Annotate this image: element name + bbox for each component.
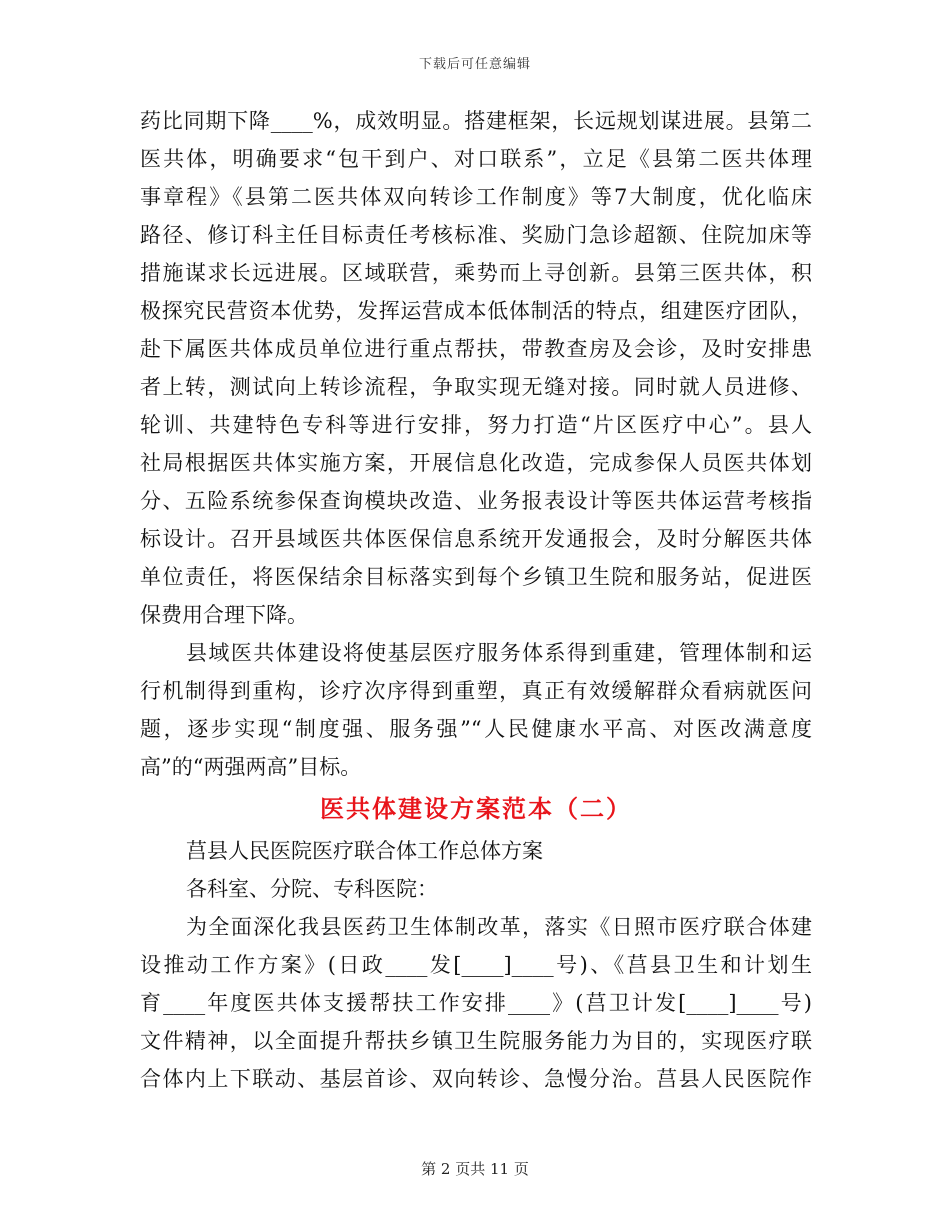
text-line: 题，逐步实现“制度强、服务强”“人民健康水平高、对医改满意度 <box>140 717 812 741</box>
text-line: 者上转，测试向上转诊流程，争取实现无缝对接。同时就人员进修、 <box>140 375 812 399</box>
text-line: 路径、修订科主任目标责任考核标准、奖励门急诊超额、住院加床等 <box>140 223 812 247</box>
page-number: 第 2 页共 11 页 <box>421 1160 529 1178</box>
text-line: 行机制得到重构，诊疗次序得到重塑，真正有效缓解群众看病就医问 <box>140 679 812 703</box>
text-line: 设推动工作方案》(日政____发[____]____号)、《莒县卫生和计划生 <box>140 953 812 977</box>
paragraph-2 <box>140 634 812 786</box>
text-line: 赴下属医共体成员单位进行重点帮扶，带教查房及会诊，及时安排患 <box>140 337 812 361</box>
text-line: 文件精神，以全面提升帮扶乡镇卫生院服务能力为目的，实现医疗联 <box>140 1029 812 1053</box>
text-line: 标设计。召开县域医共体医保信息系统开发通报会，及时分解医共体 <box>140 527 812 551</box>
text-line: 药比同期下降____%，成效明显。搭建框架，长远规划谋进展。县第二 <box>140 109 812 133</box>
page-header: 下载后可任意编辑 <box>418 57 531 72</box>
document-body <box>140 102 812 1098</box>
text-line: 社局根据医共体实施方案，开展信息化改造，完成参保人员医共体划 <box>140 451 812 475</box>
section-title: 医共体建设方案范本（二） <box>320 794 632 823</box>
text-line: 合体内上下联动、基层首诊、双向转诊、急慢分治。莒县人民医院作 <box>140 1067 812 1091</box>
text-line: 单位责任，将医保结余目标落实到每个乡镇卫生院和服务站，促进医 <box>140 565 812 589</box>
text-line: 高”的“两强两高”目标。 <box>140 755 362 779</box>
text-line: 育____年度医共体支援帮扶工作安排____》(莒卫计发[____]____号) <box>140 991 812 1015</box>
paragraph-3 <box>140 908 812 1098</box>
text-line: 县域医共体建设将使基层医疗服务体系得到重建，管理体制和运 <box>186 641 812 665</box>
paragraph-1 <box>140 102 812 634</box>
text-line: 为全面深化我县医药卫生体制改革，落实《日照市医疗联合体建 <box>186 915 812 939</box>
text-line: 措施谋求长远进展。区域联营，乘势而上寻创新。县第三医共体，积 <box>140 261 812 285</box>
text-line: 极探究民营资本优势，发挥运营成本低体制活的特点，组建医疗团队， <box>140 299 812 323</box>
salutation: 各科室、分院、专科医院： <box>186 877 438 901</box>
text-line: 保费用合理下降。 <box>140 603 308 627</box>
document-title: 莒县人民医院医疗联合体工作总体方案 <box>186 839 543 863</box>
text-line: 医共体，明确要求“包干到户、对口联系”，立足《县第二医共体理 <box>140 147 812 171</box>
text-line: 事章程》《县第二医共体双向转诊工作制度》等7大制度，优化临床 <box>140 185 812 209</box>
text-line: 轮训、共建特色专科等进行安排，努力打造“片区医疗中心”。县人 <box>140 413 812 437</box>
text-line: 分、五险系统参保查询模块改造、业务报表设计等医共体运营考核指 <box>140 489 812 513</box>
